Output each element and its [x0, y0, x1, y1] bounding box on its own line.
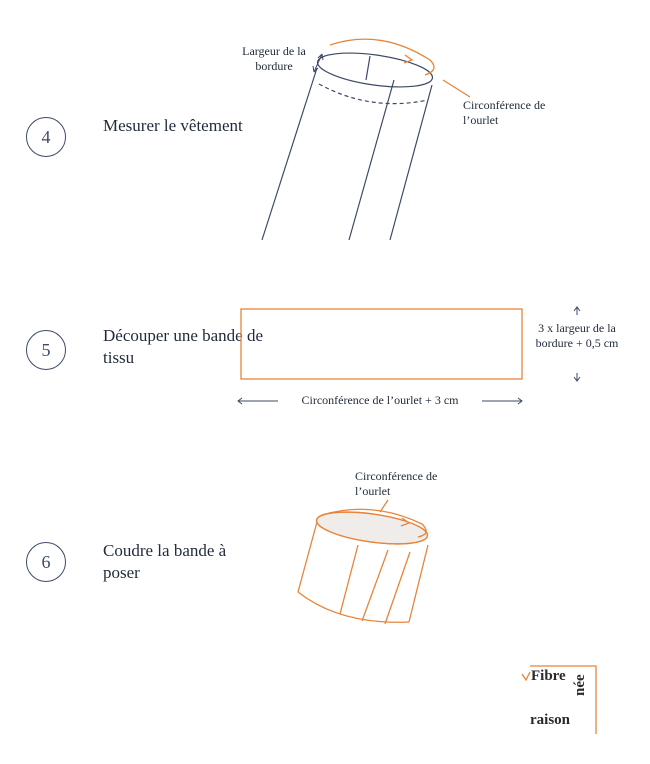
hem-circumference-arrow	[330, 39, 470, 97]
step-5-title: Découper une bande de tissu	[103, 326, 264, 367]
hem-circumference-label: Circonférence de l’ourlet	[463, 98, 546, 127]
band-cylinder-illustration	[298, 506, 429, 624]
step-6-title: Coudre la bande à poser	[103, 541, 227, 582]
strip-height-label: 3 x largeur de la bordure + 0,5 cm	[535, 321, 619, 350]
strip-length-label: Circonférence de l’ourlet + 3 cm	[301, 393, 459, 407]
logo-word-nee: née	[572, 674, 588, 696]
trouser-leg-illustration	[262, 47, 435, 240]
step-4-title: Mesurer le vêtement	[103, 116, 243, 135]
logo-word-raison: raison	[530, 712, 571, 728]
waist-width-label: Largeur de la bordure	[242, 44, 306, 73]
step-6-number: 6	[26, 542, 66, 582]
step-5-number: 5	[26, 330, 66, 370]
step-4-number: 4	[26, 117, 66, 157]
logo-word-fibre: Fibre	[531, 668, 566, 684]
band-circumference-label: Circonférence de l’ourlet	[355, 469, 438, 498]
fabric-strip	[241, 309, 522, 379]
